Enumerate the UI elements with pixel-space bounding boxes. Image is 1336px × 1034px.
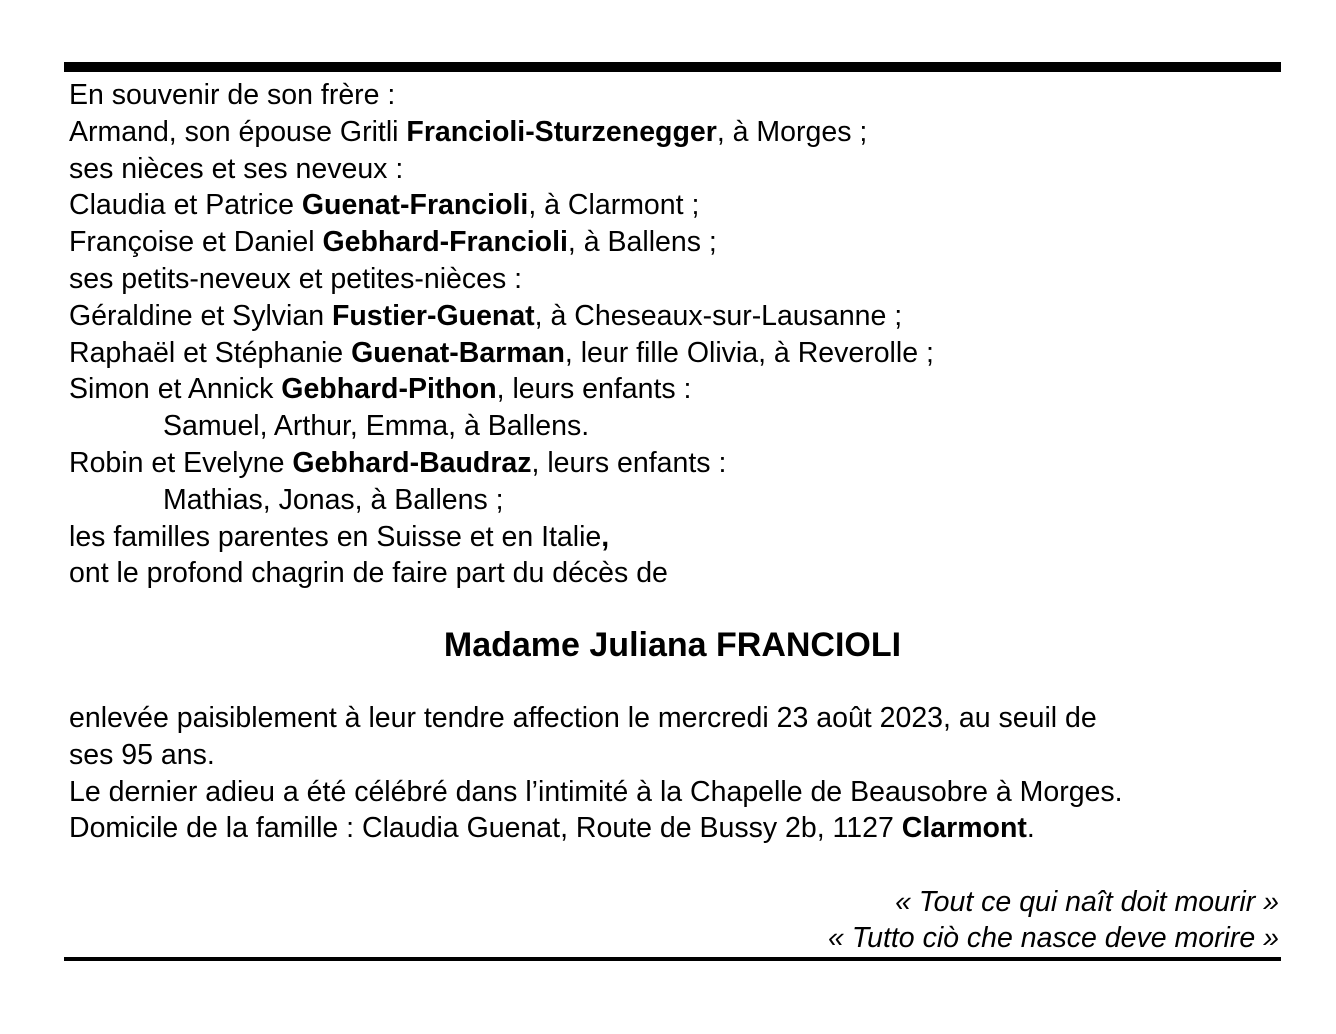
intro-line: En souvenir de son frère : <box>69 79 396 111</box>
family-line <box>69 151 1279 188</box>
details-line: Le dernier adieu a été célébré dans l’intimité à la Chapelle de Beausobre à Morges. <box>69 775 1123 808</box>
family-line-text: Robin et Evelyne <box>69 446 293 479</box>
family-name: Guenat-Barman <box>351 336 565 369</box>
family-line-text: les familles parentes en Suisse et en Italie <box>69 520 602 553</box>
family-line <box>69 445 1279 482</box>
family-line-text: Armand, son épouse Gritli <box>69 115 407 148</box>
family-list <box>69 77 1279 592</box>
quote-italian: « Tutto ciò che nasce deve morire » <box>828 922 1279 954</box>
family-name: Fustier-Guenat <box>331 299 535 332</box>
deceased-name: Madame Juliana FRANCIOLI <box>443 626 902 664</box>
family-line-text: Claudia et Patrice <box>69 189 302 222</box>
details-line: ses 95 ans. <box>69 738 215 771</box>
family-line <box>69 187 1279 224</box>
domicile-text: Domicile de la famille : Claudia Guenat, Route de Bussy 2b, 1127 <box>69 812 902 845</box>
family-name: Guenat-Francioli <box>301 189 529 222</box>
family-line <box>69 519 1279 556</box>
announcement-line <box>69 555 1279 592</box>
bottom-rule <box>64 957 1281 961</box>
family-line-location: , à Cheseaux-sur-Lausanne ; <box>534 299 903 332</box>
family-line-text: ses petits-neveux et petites-nièces : <box>69 262 523 295</box>
family-line-text: Françoise et Daniel <box>69 226 323 259</box>
family-name: Gebhard-Baudraz <box>292 446 532 479</box>
children-line <box>69 482 1279 519</box>
family-line-text: ses nièces et ses neveux : <box>69 152 404 185</box>
announcement-text: ont le profond chagrin de faire part du décès de <box>69 557 668 590</box>
details-block <box>69 700 1279 847</box>
family-line-location: , leur fille Olivia, à Reverolle ; <box>564 336 934 369</box>
children-names: Samuel, Arthur, Emma, à Ballens. <box>163 410 590 443</box>
family-line-text: Géraldine et Sylvian <box>69 299 332 332</box>
family-line-location: , leurs enfants : <box>496 373 692 406</box>
children-names: Mathias, Jonas, à Ballens ; <box>163 483 504 516</box>
family-line-location: , à Clarmont ; <box>528 189 700 222</box>
domicile-punctuation: . <box>1026 812 1035 845</box>
family-line-location: , à Morges ; <box>716 115 868 148</box>
family-line <box>69 261 1279 298</box>
family-line-text: Raphaël et Stéphanie <box>69 336 352 369</box>
family-line <box>69 335 1279 372</box>
family-name: Gebhard-Francioli <box>322 226 568 259</box>
family-line-text: Simon et Annick <box>69 373 282 406</box>
family-line <box>69 224 1279 261</box>
details-line: enlevée paisiblement à leur tendre affection le mercredi 23 août 2023, au seuil de <box>69 702 1097 734</box>
family-name: Gebhard-Pithon <box>281 373 497 406</box>
domicile-line <box>69 810 1279 847</box>
children-line <box>69 408 1279 445</box>
domicile-town: Clarmont <box>901 812 1027 845</box>
quote-french: « Tout ce qui naît doit mourir » <box>895 886 1279 918</box>
quote-block <box>828 884 1279 956</box>
family-line-location: , leurs enfants : <box>531 446 727 479</box>
family-line <box>69 298 1279 335</box>
top-rule <box>64 62 1281 72</box>
family-line <box>69 371 1279 408</box>
family-line-comma: , <box>601 520 610 553</box>
family-line-location: , à Ballens ; <box>567 226 717 259</box>
family-line <box>69 114 1279 151</box>
family-name: Francioli-Sturzenegger <box>406 115 717 148</box>
